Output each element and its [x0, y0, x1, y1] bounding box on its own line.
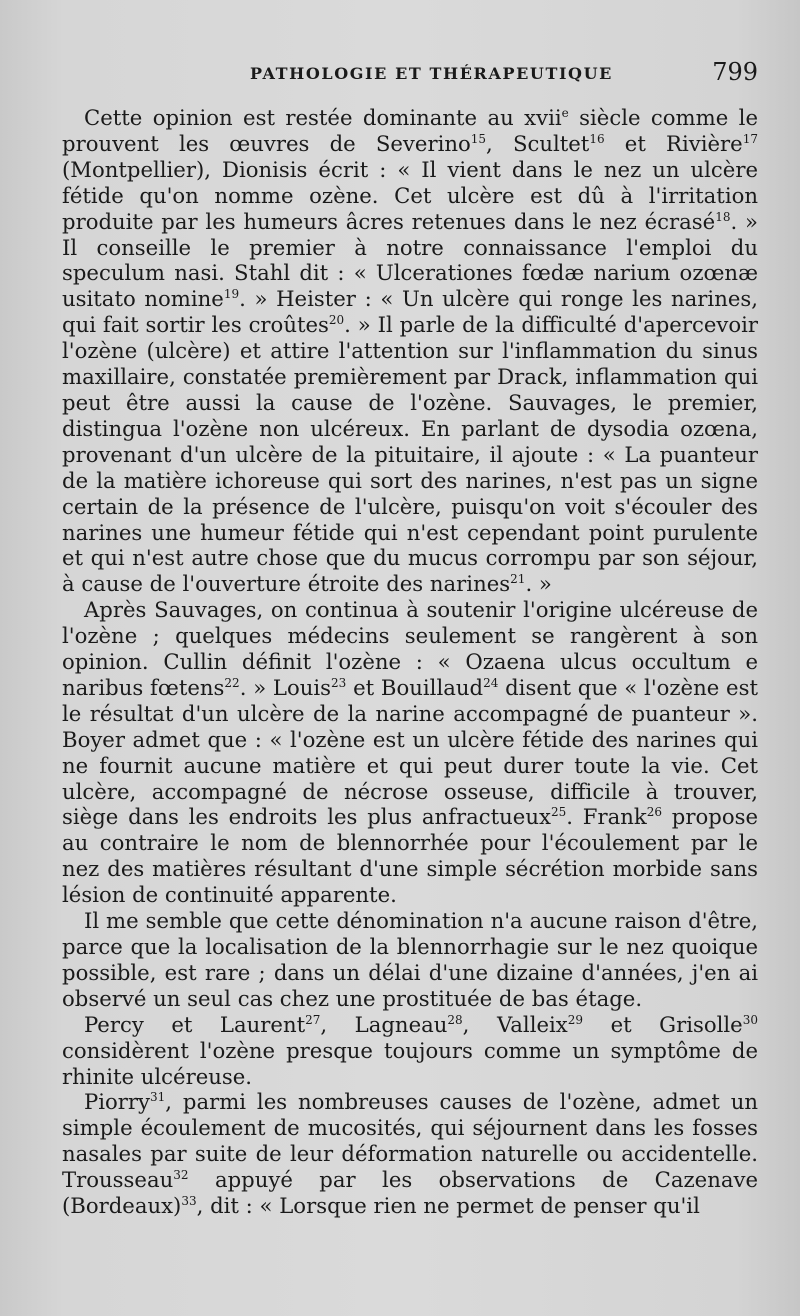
paragraph [62, 908, 758, 1012]
note-marker: 28 [447, 1012, 463, 1027]
note-marker: 26 [646, 805, 662, 820]
note-marker: 25 [550, 805, 567, 820]
note-marker: 33 [181, 1194, 197, 1209]
text-run: , Scultet [486, 130, 590, 156]
text-run: Piorry [84, 1089, 151, 1115]
page-header [62, 58, 758, 88]
note-marker: 21 [510, 572, 526, 587]
text-run: , Valleix [462, 1011, 568, 1037]
paragraph [62, 1089, 758, 1219]
text-run: (Montpellier), Dionisis écrit : « Il vient dans le nez un ulcère fétide qu'on nomme ozène. Cet ulcère est dû à l'irritation produite par les humeurs âcres retenues dans le nez écrasé [62, 156, 758, 234]
text-run: Après Sauvages, on continua à soutenir l'origine ulcéreuse de l'ozène ; quelques médecins seulement se rangèrent à son opinion. Cullin définit l'ozène : « Ozaena ulcus occultum e naribus fœtens [62, 597, 758, 700]
note-marker: 20 [328, 313, 345, 328]
body-text [62, 105, 758, 1219]
text-run: . Frank [566, 804, 647, 830]
paragraph [62, 105, 758, 597]
note-marker: 17 [742, 131, 758, 146]
text-run: et Rivière [604, 130, 743, 156]
note-marker: 32 [173, 1168, 189, 1183]
text-run: Il me semble que cette dénomination n'a aucune raison d'être, parce que la localisation de la blennorrhagie sur le nez quoique possible, est rare ; dans un délai d'une dizaine d'années, j'en ai observé un seul cas chez une prostituée de bas étage. [62, 908, 758, 1011]
note-marker: 22 [224, 675, 240, 690]
note-marker: 19 [223, 287, 240, 302]
paragraph [62, 597, 758, 908]
text-run: Percy et Laurent [84, 1011, 306, 1037]
text-run: . » Il conseille le premier à notre connaissance l'emploi du speculum nasi. Stahl dit : « Ulcerationes fœdæ narium ozœnæ usitato nomine [62, 208, 759, 312]
note-marker: 15 [470, 131, 487, 146]
text-run: . » Louis [239, 674, 332, 700]
text-run: appuyé par les observations de Cazenave (Bordeaux) [62, 1167, 758, 1219]
text-run: disent que « l'ozène est le résultat d'un ulcère de la narine accompagné de puanteur ». Boyer admet que : « l'ozène est un ulcère fétide des narines qui ne fournit aucune matière et qui peut durer toute la vie. Cet ulcère, accompagné de nécrose osseuse, difficile à trouver, siège dans les endroits les plus anfractueux [62, 674, 758, 830]
text-run: et Grisolle [583, 1011, 743, 1037]
note-marker: 29 [567, 1012, 584, 1027]
running-title: PATHOLOGIE ET THÉRAPEUTIQUE [250, 64, 613, 83]
text-run: et Bouillaud [346, 674, 484, 700]
text-run: , Lagneau [320, 1011, 448, 1037]
text-run: propose au contraire le nom de blennorrhée pour l'écoulement par le nez des matières résultant d'une simple sécrétion morbide sans lésion de continuité apparente. [62, 804, 758, 908]
note-marker: 18 [715, 209, 731, 224]
note-marker: e [561, 106, 569, 120]
text-run: , parmi les nombreuses causes de l'ozène, admet un simple écoulement de mucosités, qui séjournent dans les fosses nasales par suite de leur déformation naturelle ou accidentelle. Trousseau [62, 1089, 758, 1193]
paragraph [62, 1012, 758, 1090]
page-number: 799 [712, 58, 758, 86]
text-run: Cette opinion est restée dominante au xvii [84, 105, 562, 130]
note-marker: 27 [305, 1012, 321, 1027]
note-marker: 31 [150, 1090, 166, 1105]
text-run: considèrent l'ozène presque toujours comme un symptôme de rhinite ulcéreuse. [62, 1037, 758, 1089]
text-run: . » Heister : « Un ulcère qui ronge les narines, qui fait sortir les croûtes [62, 286, 758, 338]
text-run: . » Il parle de la difficulté d'apercevoir l'ozène (ulcère) et attire l'attention sur l'inflammation du sinus maxillaire, constatée premièrement par Drack, inflammation qui peut être aussi la cause de l'ozène. Sauvages, le premier, distingua l'ozène non ulcéreux. En parlant de dysodia ozœna, provenant d'un ulcère de la pituitaire, il ajoute : « La puanteur de la matière ichoreuse qui sort des narines, n'est pas un signe certain de la présence de l'ulcère, puisqu'on voit s'écouler des narines une humeur fétide qui n'est cependant point purulente et qui n'est autre chose que du mucus corrompu par son séjour, à cause de l'ouverture étroite des narines [62, 312, 758, 597]
text-run: , dit : « Lorsque rien ne permet de penser qu'il [196, 1193, 700, 1219]
text-run: siècle comme le prouvent les œuvres de Severino [62, 105, 758, 156]
note-marker: 16 [589, 131, 605, 146]
note-marker: 30 [742, 1012, 758, 1027]
note-marker: 23 [331, 675, 347, 690]
text-run: . » [525, 571, 552, 597]
note-marker: 24 [483, 675, 499, 690]
